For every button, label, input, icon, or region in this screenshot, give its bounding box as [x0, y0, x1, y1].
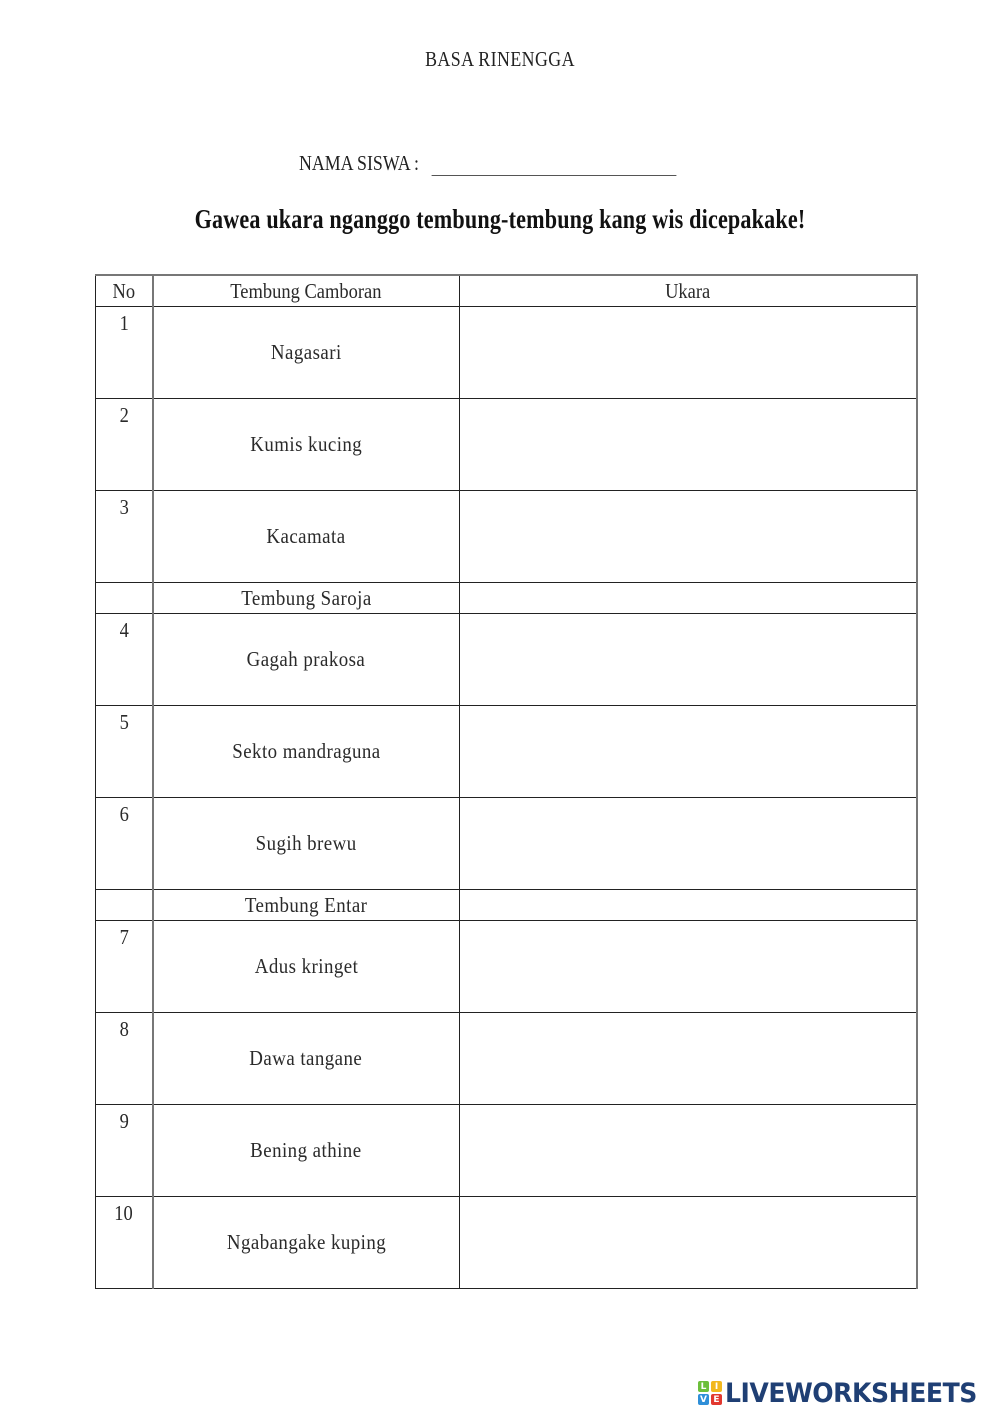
sentence-answer-cell[interactable]	[460, 798, 917, 890]
row-number: 8	[119, 1017, 129, 1041]
header-no: No	[96, 275, 153, 307]
row-number: 5	[119, 710, 129, 734]
section-sentence-cell	[460, 890, 917, 921]
word-text: Bening athine	[250, 1138, 362, 1162]
header-word: Tembung Camboran	[153, 275, 460, 307]
sentence-answer-cell[interactable]	[460, 307, 917, 399]
word-cell	[153, 706, 460, 798]
word-cell	[153, 307, 460, 399]
sentence-answer-cell[interactable]	[460, 614, 917, 706]
row-number: 6	[119, 802, 129, 826]
section-label: Tembung Entar	[244, 892, 368, 917]
table-row	[96, 614, 917, 706]
row-number: 3	[119, 495, 129, 519]
logo-tile-l: L	[698, 1381, 709, 1392]
section-row	[96, 890, 917, 921]
word-cell	[153, 1013, 460, 1105]
word-cell	[153, 491, 460, 583]
section-row	[96, 583, 917, 614]
row-number-cell	[96, 1105, 153, 1197]
word-cell	[153, 921, 460, 1013]
brand-name: LIVEWORKSHEETS	[725, 1377, 977, 1409]
section-label-cell	[153, 583, 460, 614]
section-sentence-cell	[460, 583, 917, 614]
row-number-cell	[96, 491, 153, 583]
row-number-cell	[96, 399, 153, 491]
row-number-cell	[96, 706, 153, 798]
table-row	[96, 1105, 917, 1197]
row-number: 1	[119, 311, 129, 335]
liveworksheets-logo	[698, 1378, 996, 1408]
sentence-answer-cell[interactable]	[460, 921, 917, 1013]
section-no-cell	[96, 890, 153, 921]
worksheet-table	[95, 274, 918, 1289]
row-number-cell	[96, 798, 153, 890]
row-number-cell	[96, 921, 153, 1013]
logo-tiles-icon	[698, 1381, 722, 1405]
word-text: Sugih brewu	[255, 831, 357, 855]
table-row	[96, 706, 917, 798]
word-text: Gagah prakosa	[246, 647, 366, 671]
table-row	[96, 798, 917, 890]
row-number: 2	[119, 403, 129, 427]
row-number-cell	[96, 1013, 153, 1105]
row-number: 9	[119, 1109, 129, 1133]
sentence-answer-cell[interactable]	[460, 706, 917, 798]
section-label-cell	[153, 890, 460, 921]
table-row	[96, 307, 917, 399]
sentence-answer-cell[interactable]	[460, 399, 917, 491]
logo-tile-i: I	[711, 1381, 722, 1392]
table-row	[96, 1013, 917, 1105]
row-number-cell	[96, 614, 153, 706]
page-title: BASA RINENGGA	[425, 47, 575, 71]
row-number: 10	[114, 1201, 133, 1225]
word-cell	[153, 614, 460, 706]
sentence-answer-cell[interactable]	[460, 1197, 917, 1289]
student-name-field[interactable]	[432, 155, 677, 176]
table-row	[96, 1197, 917, 1289]
instruction-text: Gawea ukara nganggo tembung-tembung kang wis dicepakake!	[194, 204, 806, 234]
sentence-answer-cell[interactable]	[460, 491, 917, 583]
word-text: Adus kringet	[254, 954, 359, 978]
word-cell	[153, 399, 460, 491]
word-text: Kumis kucing	[250, 432, 363, 456]
row-number-cell	[96, 307, 153, 399]
word-cell	[153, 798, 460, 890]
word-text: Ngabangake kuping	[226, 1230, 386, 1254]
word-cell	[153, 1197, 460, 1289]
sentence-answer-cell[interactable]	[460, 1105, 917, 1197]
student-name-label: NAMA SISWA :	[299, 151, 420, 175]
header-sentence: Ukara	[460, 275, 917, 307]
student-name-row	[299, 151, 677, 176]
word-text: Nagasari	[270, 340, 342, 364]
section-label: Tembung Saroja	[241, 585, 372, 610]
table-row	[96, 491, 917, 583]
logo-tile-v: V	[698, 1394, 709, 1405]
section-no-cell	[96, 583, 153, 614]
table-row	[96, 921, 917, 1013]
sentence-answer-cell[interactable]	[460, 1013, 917, 1105]
word-text: Sekto mandraguna	[232, 739, 381, 763]
row-number: 4	[119, 618, 129, 642]
table-header-row	[96, 275, 917, 307]
word-text: Kacamata	[266, 524, 346, 548]
word-text: Dawa tangane	[249, 1046, 363, 1070]
logo-tile-e: E	[711, 1394, 722, 1405]
row-number: 7	[119, 925, 129, 949]
word-cell	[153, 1105, 460, 1197]
table-row	[96, 399, 917, 491]
row-number-cell	[96, 1197, 153, 1289]
